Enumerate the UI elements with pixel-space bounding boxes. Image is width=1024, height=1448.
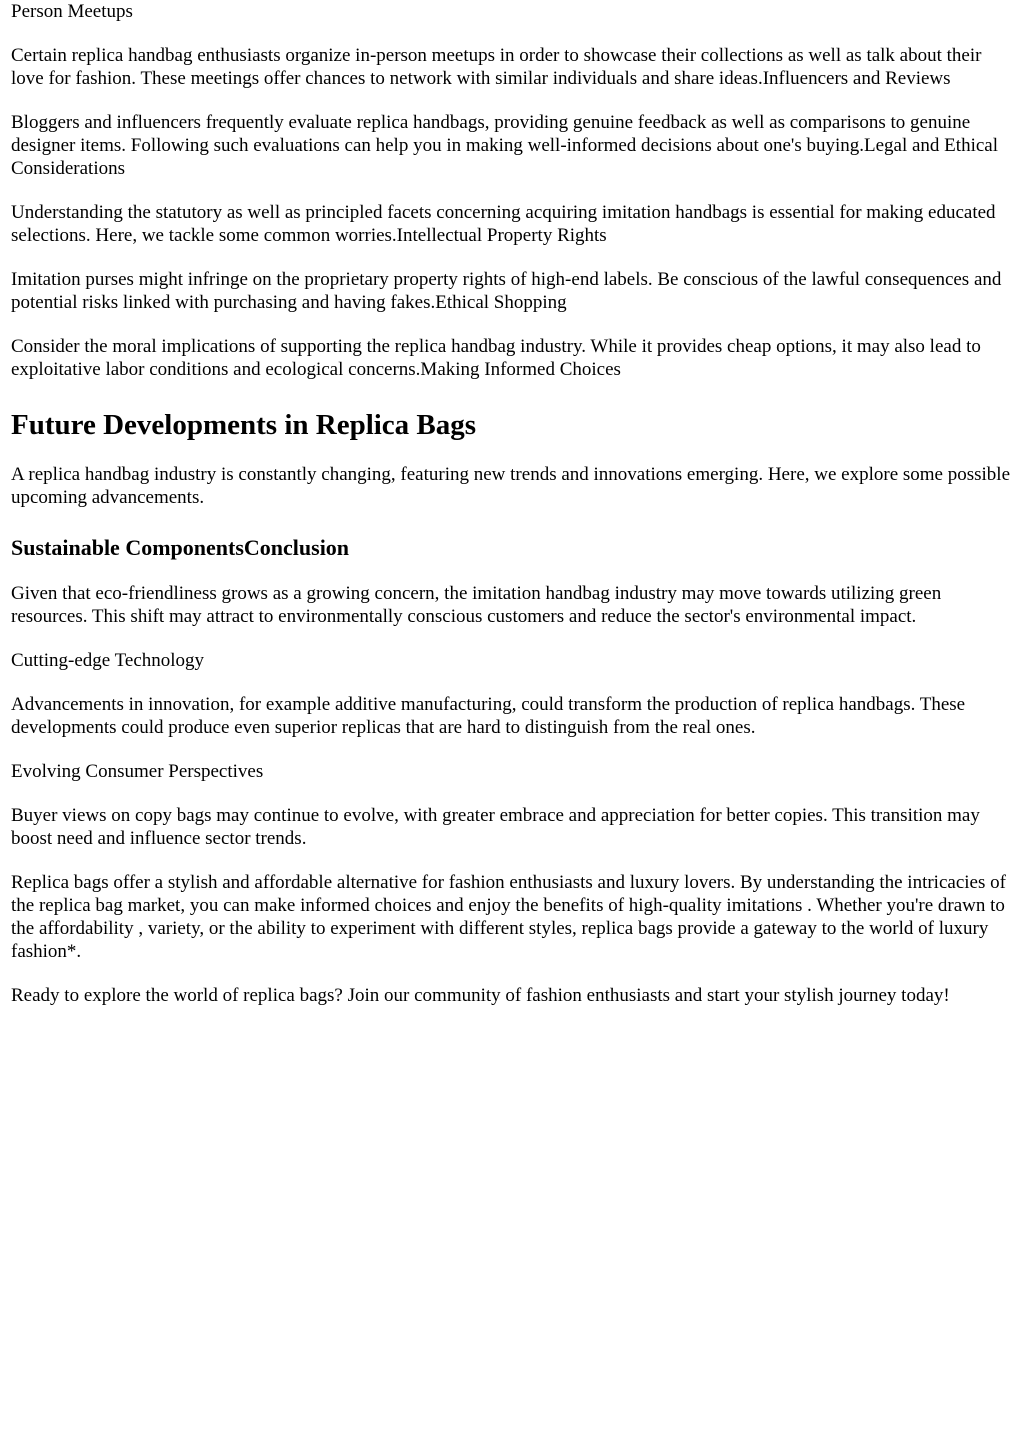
paragraph-cutting-edge-heading: Cutting-edge Technology [11, 650, 205, 671]
paragraph-legal: Understanding the statutory as well as principled facets concerning acquiring imitation handbags is essential for making educated selections. Here, we tackle some common worries.Intellectual Property Rights [11, 202, 996, 246]
paragraph-call-to-action: Ready to explore the world of replica bags? Join our community of fashion enthusiasts and start your stylish journey today! [11, 985, 950, 1006]
paragraph-ethical-shopping: Consider the moral implications of supporting the replica handbag industry. While it provides cheap options, it may also lead to exploitative labor conditions and ecological concerns.Making Informed Choices [11, 336, 981, 380]
paragraph-intellectual-property: Imitation purses might infringe on the proprietary property rights of high-end labels. Be conscious of the lawful consequences and potential risks linked with purchasing and having fakes.Ethical Shopping [11, 269, 1002, 313]
paragraph-sustainable: Given that eco-friendliness grows as a growing concern, the imitation handbag industry may move towards utilizing green resources. This shift may attract to environmentally conscious customers and reduce the sector's environmental impact. [11, 583, 942, 627]
paragraph-meetups: Certain replica handbag enthusiasts organize in-person meetups in order to showcase their collections as well as talk about their love for fashion. These meetings offer chances to network with similar individuals and share ideas.Influencers and Reviews [11, 45, 982, 89]
paragraph-consumer-heading: Evolving Consumer Perspectives [11, 761, 264, 782]
paragraph-influencers: Bloggers and influencers frequently evaluate replica handbags, providing genuine feedback as well as comparisons to genuine designer items. Following such evaluations can help you in making well-informed decisions about one's buying.Legal and Ethical Considerations [11, 112, 998, 179]
paragraph-person-meetups-heading: Person Meetups [11, 1, 133, 22]
subheading-sustainable-components: Sustainable ComponentsConclusion [11, 535, 350, 560]
paragraph-future-intro: A replica handbag industry is constantly changing, featuring new trends and innovations emerging. Here, we explore some possible upcoming advancements. [11, 464, 1011, 508]
paragraph-conclusion: Replica bags offer a stylish and affordable alternative for fashion enthusiasts and luxury lovers. By understanding the intricacies of the replica bag market, you can make informed choices and enjoy the benefits of high-quality imitations . Whether you're drawn to the affordability , variety, or the ability to experiment with different styles, replica bags provide a gateway to the world of luxury fashion*. [11, 872, 1006, 962]
paragraph-technology: Advancements in innovation, for example additive manufacturing, could transform the production of replica handbags. These developments could produce even superior replicas that are hard to distinguish from the real ones. [11, 694, 966, 738]
paragraph-consumer: Buyer views on copy bags may continue to evolve, with greater embrace and appreciation for better copies. This transition may boost need and influence sector trends. [11, 805, 980, 849]
heading-future-developments: Future Developments in Replica Bags [11, 409, 477, 441]
